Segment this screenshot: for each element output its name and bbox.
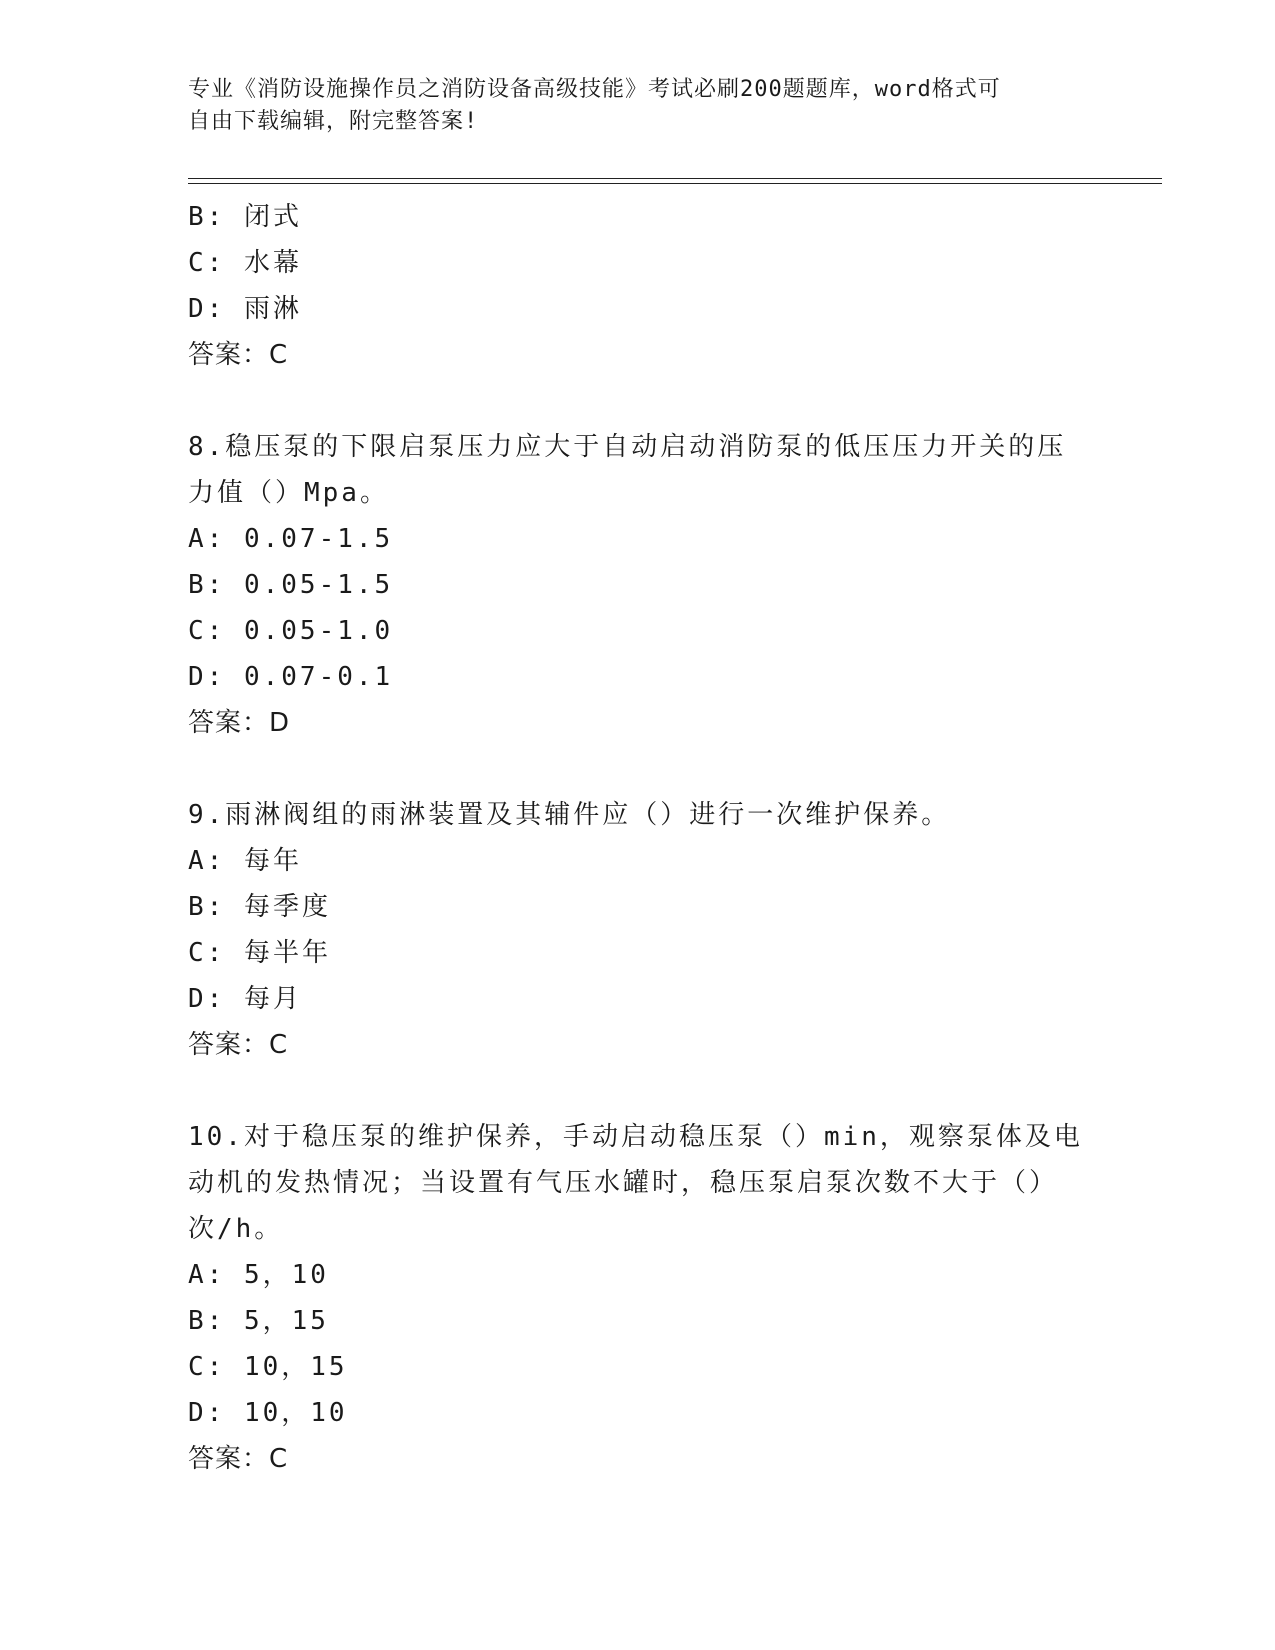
option-c: C: 0.05-1.0 [188,616,394,646]
option-a: A: 每年 [188,846,302,876]
option-d: D: 10，10 [188,1398,348,1428]
question-block-9 [188,792,1068,1068]
header-divider-bottom [188,183,1162,184]
header-title-line-1: 专业《消防设施操作员之消防设备高级技能》考试必刷200题题库，word格式可 [188,77,1001,102]
question-block-10 [188,1114,1083,1482]
answer-line: 答案：C [188,1444,289,1474]
option-a: A: 0.07-1.5 [188,524,394,554]
answer-line: 答案：C [188,340,289,370]
option-b: B: 每季度 [188,892,331,922]
question-text [188,1114,1083,1252]
option-c: C: 每半年 [188,938,331,968]
option-d: D: 每月 [188,984,302,1014]
question-line: 9.雨淋阀组的雨淋装置及其辅件应（）进行一次维护保养。 [188,800,951,830]
option-b: B: 0.05-1.5 [188,570,394,600]
option-d: D: 0.07-0.1 [188,662,394,692]
spacer [188,746,1068,792]
option-d: D: 雨淋 [188,294,302,324]
header-title-line-2: 自由下载编辑，附完整答案! [188,109,479,134]
answer-line: 答案：D [188,708,291,738]
question-line: 次/h。 [188,1214,284,1244]
question-text [188,792,1068,838]
question-line: 10.对于稳压泵的维护保养，手动启动稳压泵（）min，观察泵体及电 [188,1122,1083,1152]
question-list [188,194,1083,1482]
question-line: 8.稳压泵的下限启泵压力应大于自动启动消防泵的低压压力开关的压 [188,432,1067,462]
question-line: 动机的发热情况；当设置有气压水罐时，稳压泵启泵次数不大于（） [188,1168,1059,1198]
spacer [188,378,1068,424]
page-header [188,74,1068,138]
question-line: 力值（）Mpa。 [188,478,389,508]
answer-line: 答案：C [188,1030,289,1060]
question-block-8 [188,424,1068,746]
option-b: B: 闭式 [188,202,302,232]
option-b: B: 5，15 [188,1306,329,1336]
question-text [188,424,1068,516]
spacer [188,1068,1068,1114]
option-a: A: 5，10 [188,1260,329,1290]
option-c: C: 10，15 [188,1352,348,1382]
option-c: C: 水幕 [188,248,302,278]
question-block-7 [188,194,1068,378]
header-divider-top [188,178,1162,179]
